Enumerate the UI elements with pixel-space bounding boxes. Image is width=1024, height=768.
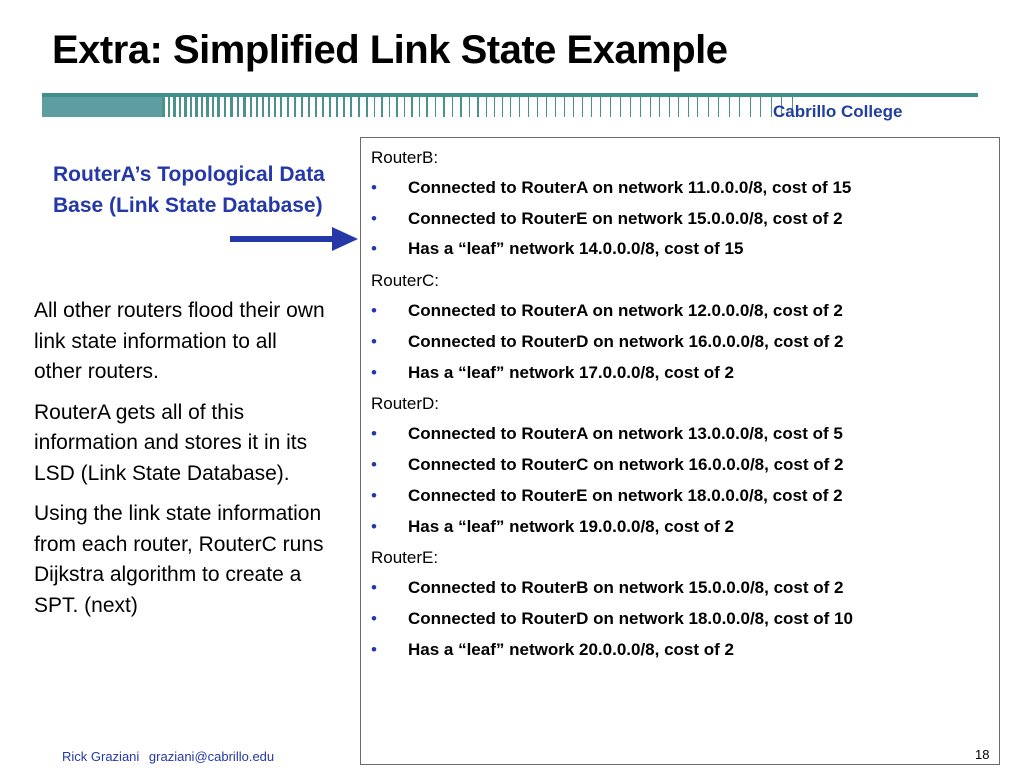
- banner-stripe: [336, 97, 338, 117]
- lsd-entry-text: Connected to RouterD on network 18.0.0.0/8, cost of 10: [408, 609, 853, 628]
- banner-stripe: [564, 97, 565, 117]
- banner-stripe: [230, 97, 233, 117]
- banner-stripe: [374, 97, 376, 117]
- bullet-icon: •: [371, 301, 377, 320]
- banner-stripe: [510, 97, 511, 117]
- footer-author: Rick Graziani: [62, 749, 140, 764]
- banner-stripe: [396, 97, 398, 117]
- banner-stripe: [322, 97, 324, 117]
- lsd-entry-text: Connected to RouterA on network 12.0.0.0/8, cost of 2: [408, 301, 843, 320]
- explanation-paragraph: Using the link state information from each router, RouterC runs Dijkstra algorithm to create a SPT. (next): [34, 502, 324, 617]
- banner-stripe: [419, 97, 421, 117]
- router-label: RouterB:: [371, 148, 439, 167]
- banner-stripe: [350, 97, 352, 117]
- lsd-entry-text: Has a “leaf” network 14.0.0.0/8, cost of 15: [408, 239, 744, 259]
- banner-stripe: [678, 97, 679, 117]
- banner-stripe: [190, 97, 193, 117]
- banner-stripe: [162, 97, 165, 117]
- bullet-icon: •: [371, 639, 377, 659]
- banner-stripe: [739, 97, 740, 117]
- bullet-icon: •: [371, 362, 377, 382]
- lsd-entry-text: Has a “leaf” network 17.0.0.0/8, cost of 2: [408, 362, 734, 382]
- banner-stripe: [452, 97, 454, 117]
- banner-stripe: [582, 97, 583, 117]
- banner-stripe: [301, 97, 303, 117]
- explanation-text: [34, 296, 326, 631]
- banner-stripe: [195, 97, 198, 117]
- explanation-paragraph: RouterA gets all of this information and stores it in its LSD (Link State Database).: [34, 400, 308, 485]
- lsd-entry-text: Connected to RouterA on network 13.0.0.0/8, cost of 5: [408, 424, 843, 444]
- banner-stripe: [659, 97, 660, 117]
- lsd-entry-text: Has a “leaf” network 20.0.0.0/8, cost of 2: [408, 639, 734, 659]
- banner-stripe: [630, 97, 631, 117]
- banner-stripe: [404, 97, 406, 117]
- banner-stripe: [537, 97, 538, 117]
- banner-stripe: [650, 97, 651, 117]
- banner-stripe: [750, 97, 751, 117]
- router-label: RouterC:: [371, 271, 440, 291]
- banner-stripe: [212, 97, 215, 117]
- bullet-icon: •: [371, 455, 377, 474]
- banner-stripe: [708, 97, 709, 117]
- banner-stripe: [206, 97, 209, 117]
- banner-stripe: [280, 97, 282, 117]
- banner-stripe: [243, 97, 246, 117]
- college-logo-text: Cabrillo College: [773, 102, 903, 121]
- banner-stripe: [179, 97, 182, 117]
- banner-stripe: [486, 97, 488, 117]
- banner-stripe: [591, 97, 592, 117]
- lsd-entry-text: Connected to RouterE on network 18.0.0.0/8, cost of 2: [408, 485, 843, 505]
- banner-stripe: [217, 97, 220, 117]
- banner-stripe: [600, 97, 601, 117]
- banner-stripe: [477, 97, 479, 117]
- lsd-entry-text: Connected to RouterD on network 16.0.0.0/8, cost of 2: [408, 331, 844, 351]
- banner-stripe: [546, 97, 547, 117]
- banner-stripe: [329, 97, 331, 117]
- banner-stripe: [502, 97, 503, 117]
- lsd-entry-text: Connected to RouterE on network 15.0.0.0/8, cost of 2: [408, 208, 843, 228]
- banner-stripe: [697, 97, 698, 117]
- banner-stripe: [287, 97, 289, 117]
- banner-stripe: [469, 97, 471, 117]
- page-number: 18: [975, 747, 990, 762]
- banner-stripe: [640, 97, 641, 117]
- bullet-icon: •: [371, 331, 377, 351]
- banner-stripe: [718, 97, 719, 117]
- bullet-icon: •: [371, 424, 377, 444]
- banner-stripe: [224, 97, 227, 117]
- banner-stripe: [250, 97, 253, 117]
- banner-stripe: [555, 97, 556, 117]
- banner-stripe: [435, 97, 437, 117]
- router-label: RouterD:: [371, 394, 440, 414]
- arrow-right-icon: [228, 224, 360, 254]
- banner-stripe: [771, 97, 772, 117]
- banner-stripe: [669, 97, 670, 117]
- bullet-icon: •: [371, 609, 377, 628]
- bullet-icon: •: [371, 578, 377, 598]
- banner-stripes: [162, 97, 802, 117]
- explanation-paragraph: All other routers flood their own link state information to all other routers.: [34, 299, 325, 383]
- link-state-database-panel: [360, 137, 1000, 765]
- lsd-subheading: RouterA’s Topological Data Base (Link State Database): [53, 163, 325, 217]
- banner-stripe: [315, 97, 317, 117]
- banner-stripe: [343, 97, 345, 117]
- lsd-entry-text: Has a “leaf” network 19.0.0.0/8, cost of 2: [408, 516, 734, 536]
- banner-stripe: [494, 97, 495, 117]
- banner-stripe: [237, 97, 240, 117]
- banner-stripe: [201, 97, 204, 117]
- banner-stripe: [620, 97, 621, 117]
- banner-stripe: [411, 97, 413, 117]
- bullet-icon: •: [371, 485, 377, 505]
- footer-credit: [62, 749, 280, 764]
- banner-stripe: [168, 97, 171, 117]
- banner-stripe: [262, 97, 264, 117]
- banner-stripe: [294, 97, 296, 117]
- banner-stripe: [610, 97, 611, 117]
- banner-stripe: [389, 97, 391, 117]
- banner-stripe: [460, 97, 462, 117]
- banner-stripe: [688, 97, 689, 117]
- banner-stripe: [381, 97, 383, 117]
- banner-stripe: [268, 97, 270, 117]
- banner-stripe: [573, 97, 574, 117]
- lsd-entry-text: Connected to RouterC on network 16.0.0.0/8, cost of 2: [408, 455, 844, 474]
- banner-stripe: [443, 97, 445, 117]
- banner-stripe: [426, 97, 428, 117]
- lsd-entry-text: Connected to RouterA on network 11.0.0.0/8, cost of 15: [408, 177, 852, 197]
- router-label: RouterE:: [371, 548, 439, 568]
- banner-stripe: [184, 97, 187, 117]
- bullet-icon: •: [371, 516, 377, 536]
- banner-stripe: [528, 97, 529, 117]
- lsd-entry-text: Connected to RouterB on network 15.0.0.0/8, cost of 2: [408, 578, 844, 598]
- slide-title: Extra: Simplified Link State Example: [52, 28, 728, 72]
- banner-stripe: [274, 97, 276, 117]
- banner-stripe: [366, 97, 368, 117]
- banner-stripe: [308, 97, 310, 117]
- banner-stripe: [358, 97, 360, 117]
- bullet-icon: •: [371, 239, 377, 259]
- banner-solid-bar: [42, 97, 162, 117]
- footer-email: graziani@cabrillo.edu: [148, 749, 275, 764]
- banner-stripe: [256, 97, 258, 117]
- bullet-icon: •: [371, 177, 377, 197]
- banner-stripe: [760, 97, 761, 117]
- banner-stripe: [729, 97, 730, 117]
- banner-stripe: [173, 97, 176, 117]
- banner-stripe: [519, 97, 520, 117]
- bullet-icon: •: [371, 208, 377, 228]
